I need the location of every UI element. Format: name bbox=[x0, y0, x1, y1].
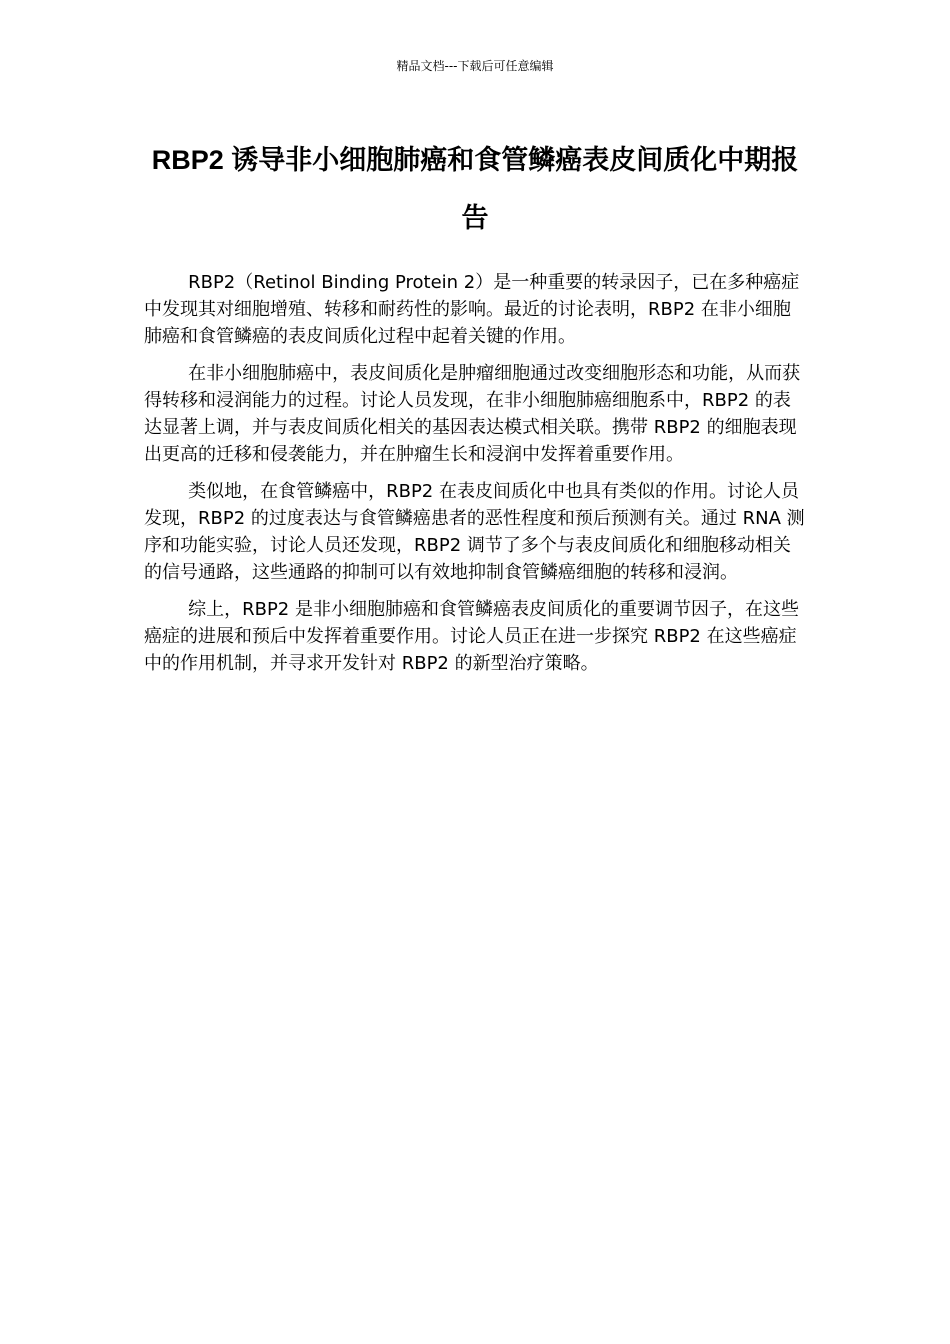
document-title: RBP2 诱导非小细胞肺癌和食管鳞癌表皮间质化中期报告 bbox=[151, 145, 799, 233]
header-note: 精品文档---下载后可任意编辑 bbox=[396, 59, 554, 73]
document-body bbox=[144, 269, 808, 687]
body-paragraph: 类似地，在食管鳞癌中，RBP2 在表皮间质化中也具有类似的作用。讨论人员发现，RBP2 的过度表达与食管鳞癌患者的恶性程度和预后预测有关。通过 RNA 测序和功能实验，讨论人员还发现，RBP2 调节了多个与表皮间质化和细胞移动相关的信号通路，这些通路的抑制可以有效地抑制食管鳞癌细胞的转移和浸润。 bbox=[144, 481, 805, 583]
body-paragraph: 在非小细胞肺癌中，表皮间质化是肿瘤细胞通过改变细胞形态和功能，从而获得转移和浸润能力的过程。讨论人员发现，在非小细胞肺癌细胞系中，RBP2 的表达显著上调，并与表皮间质化相关的基因表达模式相关联。携带 RBP2 的细胞表现出更高的迁移和侵袭能力，并在肿瘤生长和浸润中发挥着重要作用。 bbox=[144, 363, 801, 465]
body-paragraph: RBP2（Retinol Binding Protein 2）是一种重要的转录因子，已在多种癌症中发现其对细胞增殖、转移和耐药性的影响。最近的讨论表明，RBP2 在非小细胞肺癌和食管鳞癌的表皮间质化过程中起着关键的作用。 bbox=[144, 272, 800, 347]
body-paragraph: 综上，RBP2 是非小细胞肺癌和食管鳞癌表皮间质化的重要调节因子，在这些癌症的进展和预后中发挥着重要作用。讨论人员正在进一步探究 RBP2 在这些癌症中的作用机制，并寻求开发针对 RBP2 的新型治疗策略。 bbox=[144, 599, 799, 674]
